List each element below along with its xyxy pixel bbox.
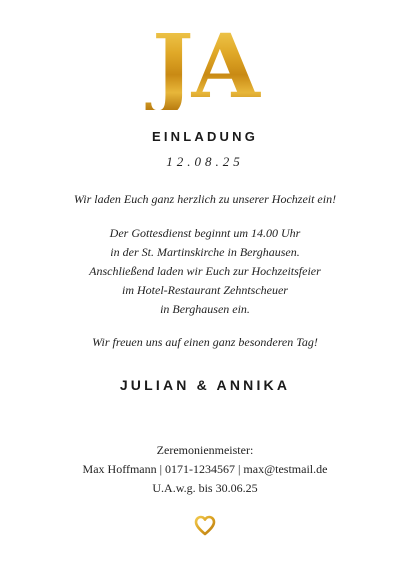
- details-line-2: in der St. Martinskirche in Berghausen.: [110, 245, 300, 259]
- rsvp-line: U.A.w.g. bis 30.06.25: [152, 481, 258, 495]
- contact-line: Max Hoffmann | 0171-1234567 | max@testmail.de: [82, 462, 328, 476]
- details-line-3: Anschließend laden wir Euch zur Hochzeitsfeier: [89, 264, 321, 278]
- details-line-4: im Hotel-Restaurant Zehntscheuer: [122, 283, 288, 297]
- contact-role: Zeremonienmeister:: [156, 443, 254, 457]
- details-line-1: Der Gottesdienst beginnt um 14.00 Uhr: [109, 226, 301, 240]
- invitation-title: EINLADUNG: [151, 129, 259, 144]
- monogram: JA: [0, 22, 410, 110]
- heart-icon: [193, 513, 217, 537]
- details-line-5: in Berghausen ein.: [160, 302, 250, 316]
- intro-text: Wir laden Euch ganz herzlich zu unserer Hochzeit ein!: [73, 192, 337, 206]
- wedding-date: 12.08.25: [166, 154, 244, 169]
- couple-names: JULIAN & ANNIKA: [119, 377, 291, 393]
- closing-text: Wir freuen uns auf einen ganz besonderen Tag!: [92, 335, 318, 349]
